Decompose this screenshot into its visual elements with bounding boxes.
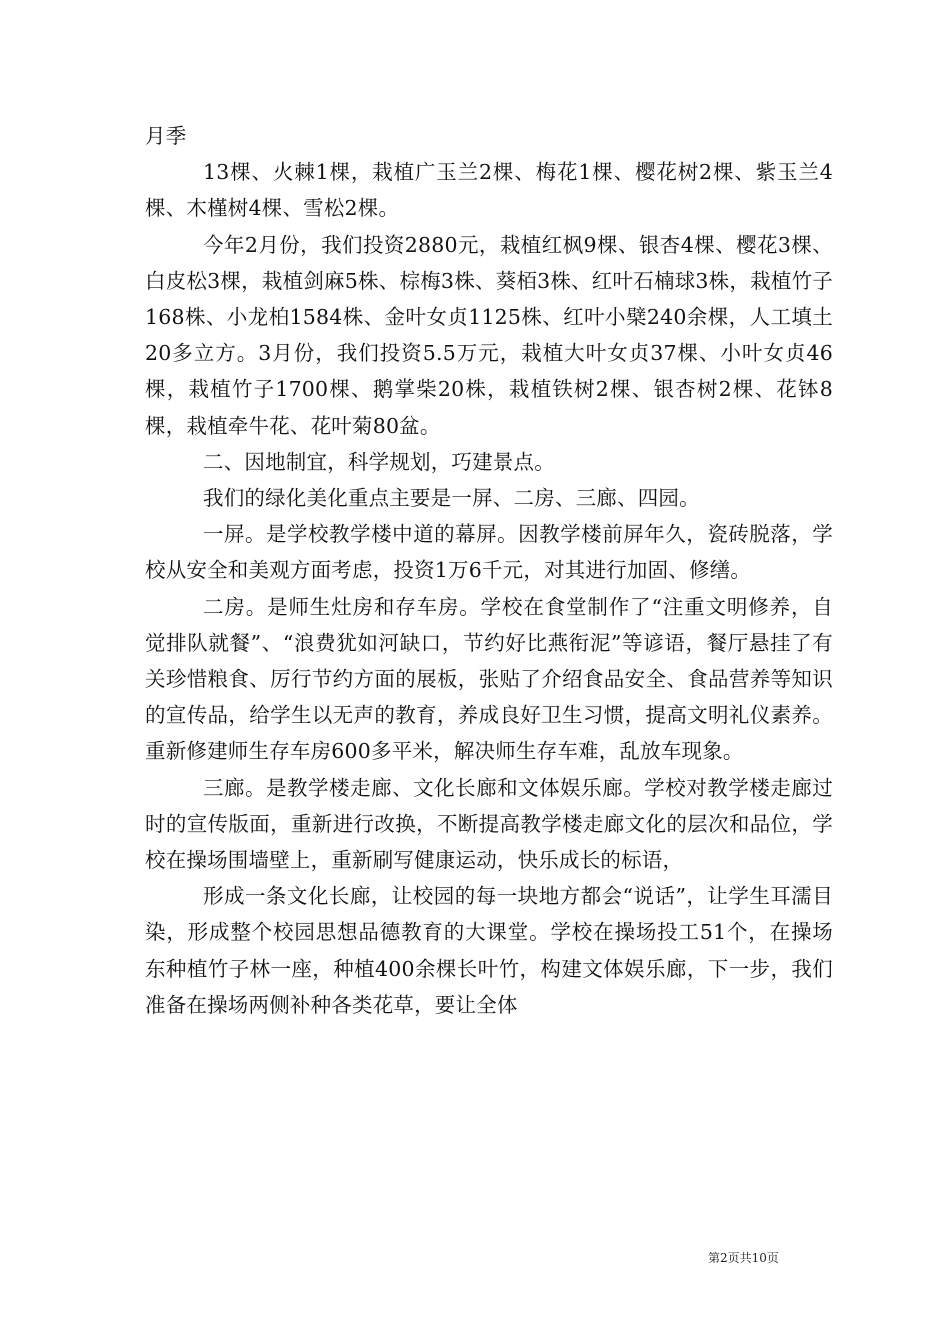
paragraph-7: 二房。是师生灶房和存车房。学校在食堂制作了“注重文明修养，自觉排队就餐”、“浪费犹如河缺口，节约好比燕衔泥”等谚语，餐厅悬挂了有关珍惜粮食、厉行节约方面的展板，张贴了介绍食品安全、食品营养等知识的宣传品，给学生以无声的教育，养成良好卫生习惯，提高文明礼仪素养。重新修建师生存车房600多平米，解决师生存车难，乱放车现象。: [145, 594, 833, 764]
paragraph-9: 形成一条文化长廊，让校园的每一块地方都会“说话”，让学生耳濡目染，形成整个校园思想品德教育的大课堂。学校在操场投工51个，在操场东种植竹子林一座，种植400余棵长叶竹，构建文体娱乐廊，下一步，我们准备在操场两侧补种各类花草，要让全体: [145, 884, 833, 1017]
paragraph-6: 一屏。是学校教学楼中道的幕屏。因教学楼前屏年久，瓷砖脱落，学校从安全和美观方面考虑，投资1万6千元，对其进行加固、修缮。: [145, 522, 833, 583]
paragraph-2: 13棵、火棘1棵，栽植广玉兰2棵、梅花1棵、樱花树2棵、紫玉兰4棵、木槿树4棵、雪松2棵。: [145, 160, 833, 221]
section-heading: 二、因地制宜，科学规划，巧建景点。: [203, 449, 555, 474]
paragraph-3: 今年2月份，我们投资2880元，栽植红枫9棵、银杏4棵、樱花3棵、白皮松3棵，栽植剑麻5株、棕梅3株、葵栢3株、红叶石楠球3株，栽植竹子168株、小龙柏1584株、金叶女贞1125株、红叶小檗240余棵，人工填土20多立方。3月份，我们投资5.5万元，栽植大叶女贞37棵、小叶女贞46棵，栽植竹子1700棵、鹅掌柴20株，栽植铁树2棵、银杏树2棵、花钵8棵，栽植牵牛花、花叶菊80盆。: [145, 232, 833, 438]
paragraph-1: 月季: [145, 124, 187, 148]
document-body: [145, 118, 833, 1023]
page-number-footer: 第2页共10页: [708, 1251, 779, 1265]
paragraph-8: 三廊。是教学楼走廊、文化长廊和文体娱乐廊。学校对教学楼走廊过时的宣传版面，重新进行改换，不断提高教学楼走廊文化的层次和品位，学校在操场围墙壁上，重新刷写健康运动，快乐成长的标语，: [145, 775, 833, 873]
paragraph-5: 我们的绿化美化重点主要是一屏、二房、三廊、四园。: [203, 486, 700, 511]
